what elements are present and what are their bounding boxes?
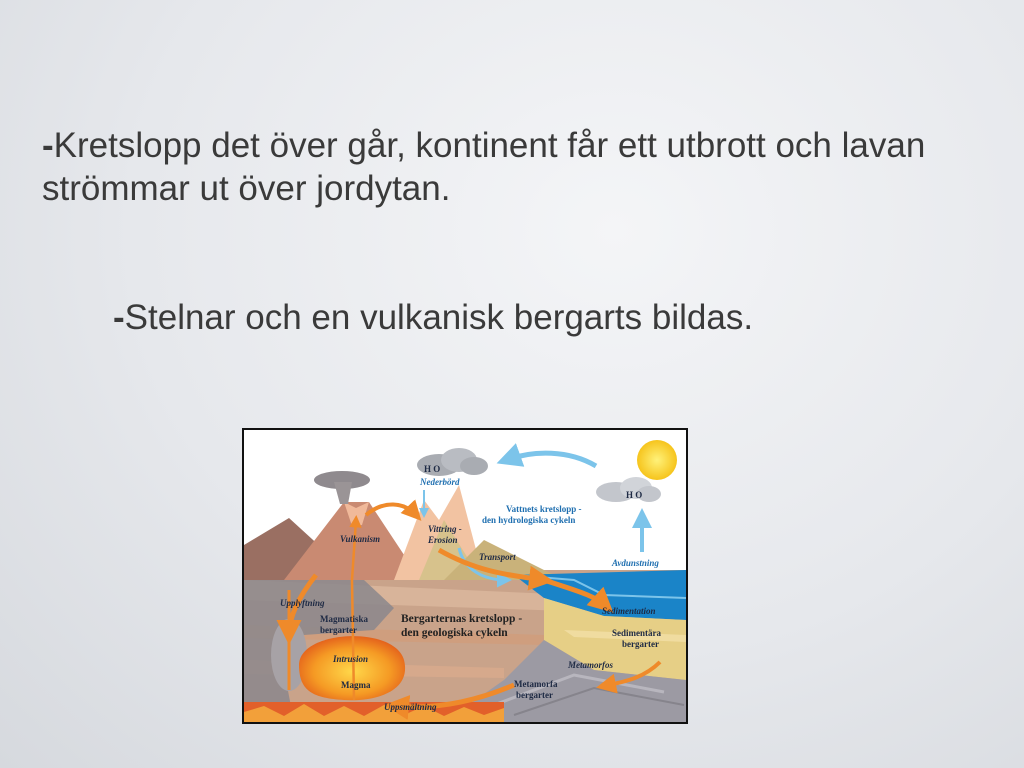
label-magmatiska-2: bergarter [320, 625, 357, 635]
label-vittring-1: Vittring - [428, 524, 462, 534]
bullet-2-dash: - [113, 298, 125, 337]
label-vulkanism: Vulkanism [340, 534, 381, 544]
label-avdunstning: Avdunstning [612, 558, 659, 568]
bullet-1-text: Kretslopp det över går, kontinent får ett utbrott och lavan strömmar ut över jordytan. [42, 126, 926, 208]
label-nederbord: Nederbörd [420, 477, 460, 487]
label-sedimentation: Sedimentation [602, 606, 656, 616]
label-metamorfos: Metamorfos [568, 660, 613, 670]
label-vattnets-2: den hydrologiska cykeln [482, 515, 576, 525]
label-bergarternas-2: den geologiska cykeln [401, 627, 508, 639]
label-vittring-2: Erosion [428, 535, 458, 545]
label-metamorfa-2: bergarter [516, 690, 553, 700]
label-magmatiska-1: Magmatiska [320, 614, 368, 624]
label-cloud-right: H O [626, 490, 643, 500]
bullet-1 [42, 124, 1012, 210]
label-sedimentara-1: Sedimentära [612, 628, 661, 638]
rock-cycle-diagram [242, 428, 688, 724]
label-transport: Transport [479, 552, 516, 562]
label-cloud-left: H O [424, 464, 441, 474]
label-vattnets-1: Vattnets kretslopp - [506, 504, 582, 514]
sun-icon [637, 440, 677, 480]
bullet-2-text: Stelnar och en vulkanisk bergarts bildas. [124, 298, 754, 337]
label-bergarternas-1: Bergarternas kretslopp - [401, 613, 523, 625]
bullet-1-dash: - [42, 126, 54, 165]
label-upplyftning: Upplyftning [280, 598, 325, 608]
label-magma: Magma [341, 680, 371, 690]
bullet-2 [113, 296, 773, 339]
label-intrusion: Intrusion [333, 654, 369, 664]
rock-cycle-illustration [244, 430, 686, 722]
label-uppsmaltning: Uppsmältning [384, 702, 437, 712]
label-metamorfa-1: Metamorfa [514, 679, 558, 689]
label-sedimentara-2: bergarter [622, 639, 659, 649]
